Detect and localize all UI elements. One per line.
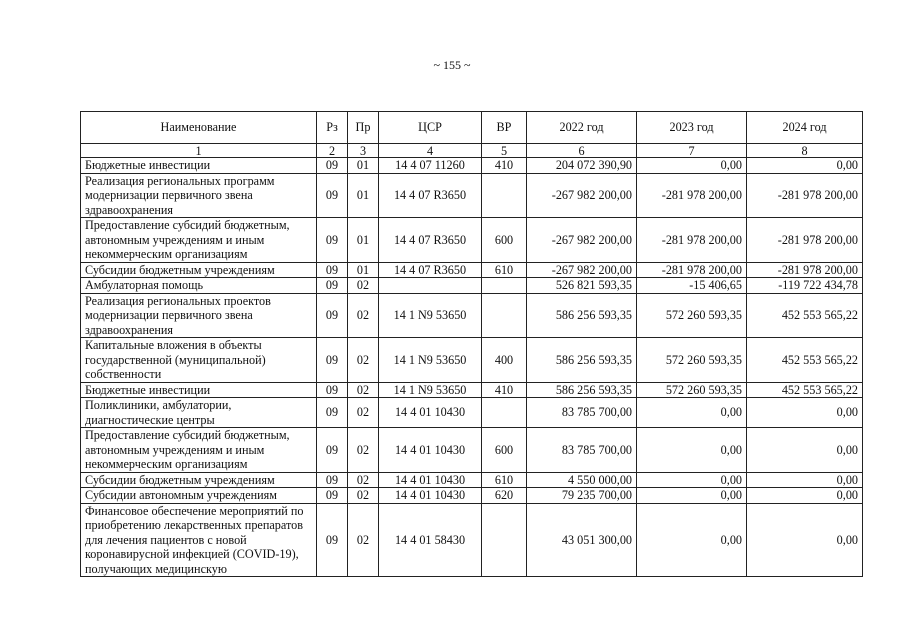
table-body <box>81 158 863 577</box>
cell-csr: 14 1 N9 53650 <box>379 293 482 338</box>
cell-2024: 0,00 <box>747 472 863 488</box>
cell-pr: 02 <box>348 338 379 383</box>
cell-2024: -281 978 200,00 <box>747 218 863 263</box>
cell-csr: 14 4 01 10430 <box>379 472 482 488</box>
cell-pr: 02 <box>348 428 379 473</box>
cell-2024: 0,00 <box>747 503 863 577</box>
column-number: 5 <box>482 144 527 158</box>
cell-vr: 610 <box>482 472 527 488</box>
cell-rz: 09 <box>317 472 348 488</box>
cell-2022: 4 550 000,00 <box>527 472 637 488</box>
cell-2023: 0,00 <box>637 428 747 473</box>
cell-name: Предоставление субсидий бюджетным, автономным учреждениям и иным некоммерческим организациям <box>81 428 317 473</box>
cell-name: Капитальные вложения в объекты государственной (муниципальной) собственности <box>81 338 317 383</box>
cell-2022: 526 821 593,35 <box>527 278 637 294</box>
column-number: 8 <box>747 144 863 158</box>
cell-pr: 02 <box>348 293 379 338</box>
cell-vr <box>482 173 527 218</box>
table-row <box>81 262 863 278</box>
cell-vr <box>482 503 527 577</box>
cell-vr <box>482 398 527 428</box>
header-rz: Рз <box>317 112 348 144</box>
cell-2024: -119 722 434,78 <box>747 278 863 294</box>
header-2023: 2023 год <box>637 112 747 144</box>
cell-2022: 43 051 300,00 <box>527 503 637 577</box>
cell-2023: 0,00 <box>637 472 747 488</box>
table-row <box>81 398 863 428</box>
cell-rz: 09 <box>317 278 348 294</box>
table-row <box>81 173 863 218</box>
cell-csr: 14 4 01 10430 <box>379 398 482 428</box>
cell-pr: 02 <box>348 398 379 428</box>
cell-rz: 09 <box>317 218 348 263</box>
cell-csr: 14 1 N9 53650 <box>379 382 482 398</box>
cell-csr: 14 4 07 11260 <box>379 158 482 174</box>
cell-rz: 09 <box>317 158 348 174</box>
cell-rz: 09 <box>317 488 348 504</box>
column-number: 4 <box>379 144 482 158</box>
table-row <box>81 278 863 294</box>
cell-2023: -15 406,65 <box>637 278 747 294</box>
cell-2022: 586 256 593,35 <box>527 293 637 338</box>
cell-csr: 14 4 01 10430 <box>379 488 482 504</box>
column-number: 3 <box>348 144 379 158</box>
cell-2022: -267 982 200,00 <box>527 262 637 278</box>
cell-2024: -281 978 200,00 <box>747 262 863 278</box>
cell-2023: 0,00 <box>637 158 747 174</box>
header-vr: ВР <box>482 112 527 144</box>
cell-name: Бюджетные инвестиции <box>81 158 317 174</box>
cell-vr: 610 <box>482 262 527 278</box>
cell-pr: 01 <box>348 173 379 218</box>
cell-2022: -267 982 200,00 <box>527 173 637 218</box>
budget-table <box>80 111 863 577</box>
cell-pr: 02 <box>348 278 379 294</box>
cell-2024: 0,00 <box>747 488 863 504</box>
table-row <box>81 293 863 338</box>
column-number: 1 <box>81 144 317 158</box>
cell-2023: -281 978 200,00 <box>637 218 747 263</box>
cell-2024: 0,00 <box>747 158 863 174</box>
cell-csr: 14 4 01 10430 <box>379 428 482 473</box>
cell-2023: 572 260 593,35 <box>637 293 747 338</box>
table-row <box>81 338 863 383</box>
cell-vr <box>482 278 527 294</box>
cell-name: Субсидии автономным учреждениям <box>81 488 317 504</box>
cell-vr <box>482 293 527 338</box>
cell-vr: 600 <box>482 428 527 473</box>
cell-name: Реализация региональных проектов модернизации первичного звена здравоохранения <box>81 293 317 338</box>
cell-rz: 09 <box>317 398 348 428</box>
cell-name: Финансовое обеспечение мероприятий по приобретению лекарственных препаратов для лечения пациентов с новой коронавирусной инфекцией (COVID-19), получающих медицинскую <box>81 503 317 577</box>
cell-rz: 09 <box>317 293 348 338</box>
cell-2022: -267 982 200,00 <box>527 218 637 263</box>
cell-2023: -281 978 200,00 <box>637 173 747 218</box>
cell-2022: 83 785 700,00 <box>527 428 637 473</box>
cell-2022: 83 785 700,00 <box>527 398 637 428</box>
cell-vr: 620 <box>482 488 527 504</box>
cell-2022: 79 235 700,00 <box>527 488 637 504</box>
cell-pr: 02 <box>348 382 379 398</box>
cell-2022: 204 072 390,90 <box>527 158 637 174</box>
cell-vr: 600 <box>482 218 527 263</box>
cell-name: Субсидии бюджетным учреждениям <box>81 472 317 488</box>
table-row <box>81 428 863 473</box>
cell-2023: 0,00 <box>637 503 747 577</box>
cell-rz: 09 <box>317 338 348 383</box>
cell-2022: 586 256 593,35 <box>527 382 637 398</box>
cell-csr: 14 4 07 R3650 <box>379 218 482 263</box>
column-number-row <box>81 144 863 158</box>
cell-pr: 02 <box>348 472 379 488</box>
cell-2023: -281 978 200,00 <box>637 262 747 278</box>
header-row <box>81 112 863 144</box>
cell-2024: 452 553 565,22 <box>747 338 863 383</box>
header-2022: 2022 год <box>527 112 637 144</box>
cell-2024: -281 978 200,00 <box>747 173 863 218</box>
cell-vr: 410 <box>482 382 527 398</box>
cell-2024: 0,00 <box>747 428 863 473</box>
table-row <box>81 382 863 398</box>
cell-rz: 09 <box>317 382 348 398</box>
page-number: ~ 155 ~ <box>433 58 471 72</box>
column-number: 6 <box>527 144 637 158</box>
cell-2024: 452 553 565,22 <box>747 293 863 338</box>
header-2024: 2024 год <box>747 112 863 144</box>
cell-vr: 410 <box>482 158 527 174</box>
cell-2023: 572 260 593,35 <box>637 382 747 398</box>
table-row <box>81 158 863 174</box>
table-row <box>81 218 863 263</box>
cell-name: Субсидии бюджетным учреждениям <box>81 262 317 278</box>
cell-csr: 14 4 01 58430 <box>379 503 482 577</box>
column-number: 2 <box>317 144 348 158</box>
header-name: Наименование <box>81 112 317 144</box>
cell-csr: 14 1 N9 53650 <box>379 338 482 383</box>
cell-2023: 0,00 <box>637 488 747 504</box>
cell-csr: 14 4 07 R3650 <box>379 173 482 218</box>
cell-pr: 02 <box>348 503 379 577</box>
cell-pr: 01 <box>348 158 379 174</box>
cell-vr: 400 <box>482 338 527 383</box>
table-row <box>81 472 863 488</box>
cell-2022: 586 256 593,35 <box>527 338 637 383</box>
cell-2024: 452 553 565,22 <box>747 382 863 398</box>
table-row <box>81 503 863 577</box>
header-csr: ЦСР <box>379 112 482 144</box>
cell-name: Поликлиники, амбулатории, диагностические центры <box>81 398 317 428</box>
cell-csr: 14 4 07 R3650 <box>379 262 482 278</box>
cell-2024: 0,00 <box>747 398 863 428</box>
cell-rz: 09 <box>317 173 348 218</box>
cell-2023: 0,00 <box>637 398 747 428</box>
table-row <box>81 488 863 504</box>
cell-name: Амбулаторная помощь <box>81 278 317 294</box>
cell-pr: 01 <box>348 262 379 278</box>
cell-rz: 09 <box>317 428 348 473</box>
header-pr: Пр <box>348 112 379 144</box>
cell-2023: 572 260 593,35 <box>637 338 747 383</box>
cell-pr: 02 <box>348 488 379 504</box>
cell-name: Реализация региональных программ модернизации первичного звена здравоохранения <box>81 173 317 218</box>
column-number: 7 <box>637 144 747 158</box>
cell-rz: 09 <box>317 503 348 577</box>
cell-name: Бюджетные инвестиции <box>81 382 317 398</box>
cell-name: Предоставление субсидий бюджетным, автономным учреждениям и иным некоммерческим организациям <box>81 218 317 263</box>
cell-rz: 09 <box>317 262 348 278</box>
cell-pr: 01 <box>348 218 379 263</box>
cell-csr <box>379 278 482 294</box>
